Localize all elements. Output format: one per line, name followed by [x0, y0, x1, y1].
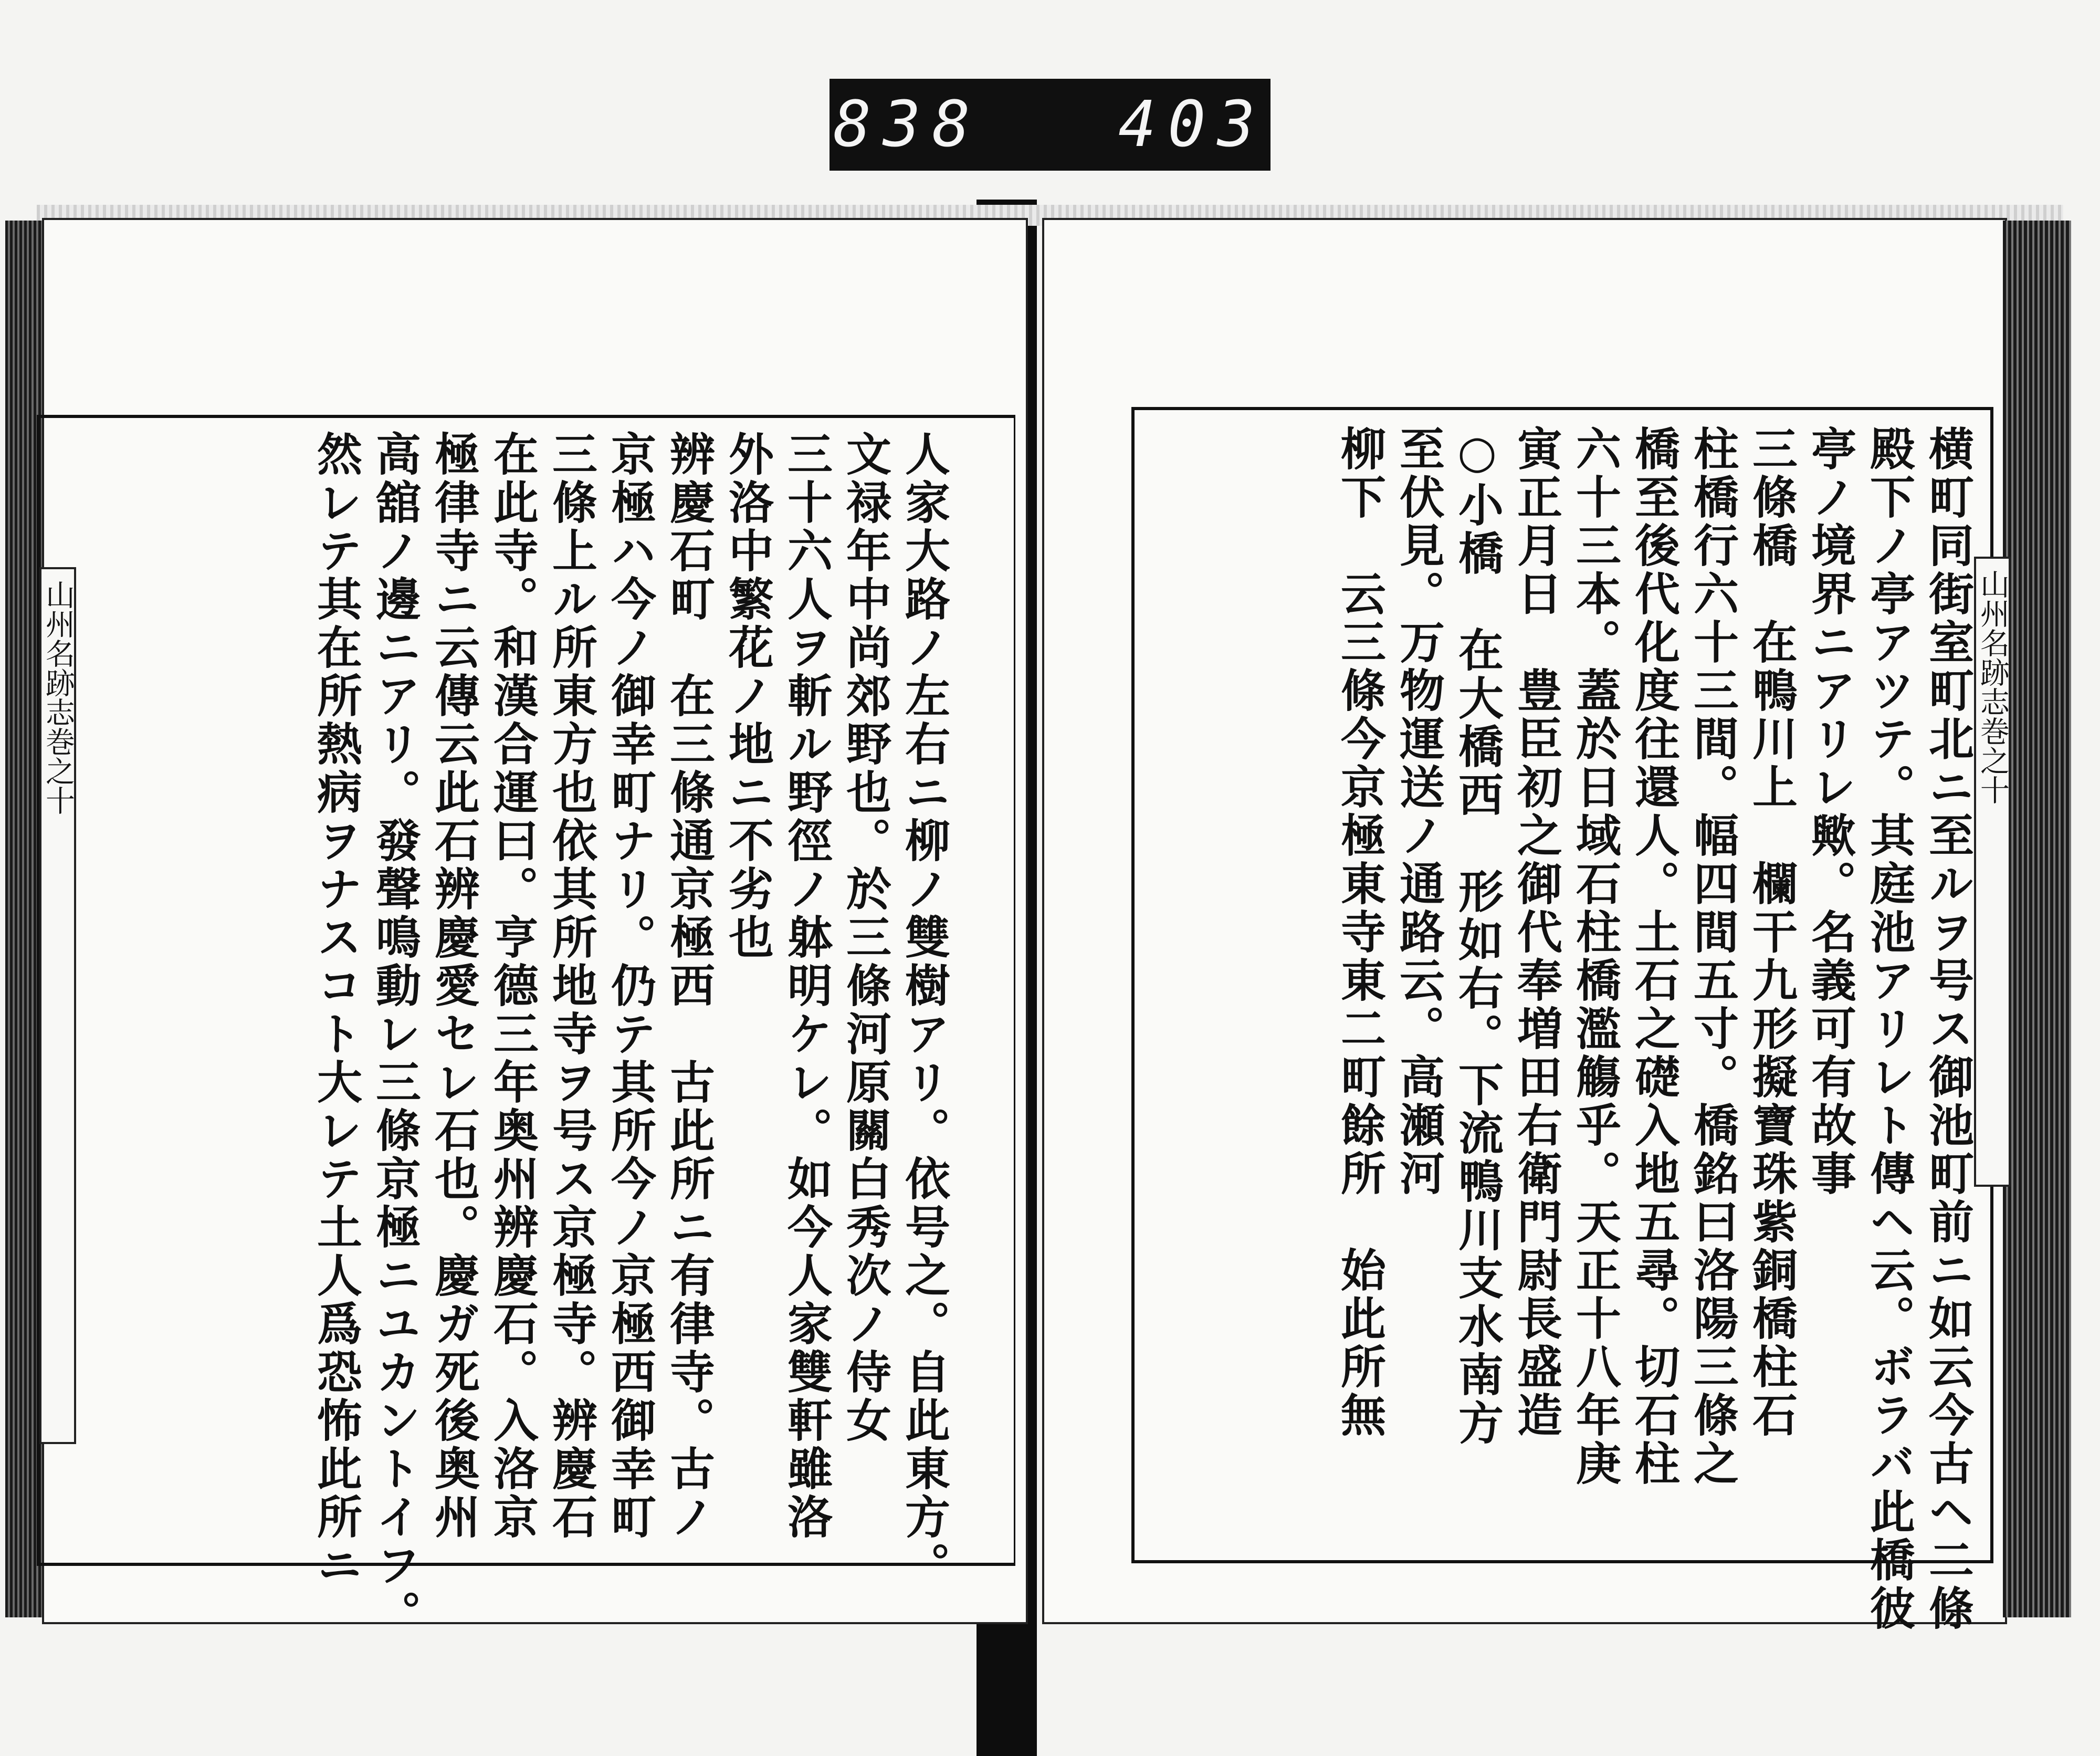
text-line: 極律寺ニ云傳云此石辨慶愛セレ石也。慶ガ死後奥州	[427, 431, 480, 1542]
catalog-number-right: 403	[1118, 88, 1267, 161]
text-line: 京極ハ今ノ御幸町ナリ。仍テ其所今ノ京極西御幸町	[603, 431, 656, 1542]
text-line: 柱橋行六十三間。幅四間五寸。橋銘曰洛陽三條之	[1686, 425, 1739, 1488]
left-page-text	[92, 431, 953, 1638]
catalog-number-label	[830, 79, 1270, 171]
text-line: 横町同街室町北ニ至ルヲ号ス御池町前ニ如云今古ヘ二條	[1921, 425, 1974, 1633]
text-line: 至伏見。万物運送ノ通路云。高瀬河	[1392, 425, 1445, 1198]
text-line: 高舘ノ邊ニアリ。發聲鳴動レ三條京極ニユカントイフ。	[368, 431, 421, 1638]
section-heading: ○小橋 在大橋西 形如右。下流鴨川支水南方	[1451, 425, 1504, 1448]
text-line: 殿下ノ亭アツテ。其庭池アリレト傳ヘ云。ボラバ此橋彼	[1862, 425, 1915, 1633]
text-line: 然レテ其在所熱病ヲナスコト大レテ土人爲恐怖此所ニ	[309, 431, 362, 1590]
right-side-tab	[1974, 557, 2011, 1187]
text-line: 橋至後代化度往還人。土石之礎入地五尋。切石柱	[1627, 425, 1680, 1488]
text-line: 亭ノ境界ニアリレ歟。名義可有故事	[1803, 425, 1856, 1198]
section-heading: 三條橋 在鴨川上 欄干九形擬寶珠紫銅橋柱石	[1745, 425, 1798, 1440]
text-line: 外洛中繁花ノ地ニ不劣也	[721, 431, 774, 962]
left-side-tab	[39, 567, 76, 1444]
right-side-tab-title: 山州名跡志巻之十	[1976, 569, 2010, 804]
text-line: 人家大路ノ左右ニ柳ノ雙樹アリ。依号之。自此東方。	[897, 431, 950, 1590]
catalog-number-left: 838	[833, 88, 982, 161]
text-line: 三條上ル所東方也依其所地寺ヲ号ス京極寺。辨慶石	[544, 431, 597, 1542]
text-line: 六十三本。蓋於日域石柱橋濫觴乎。天正十八年庚	[1568, 425, 1621, 1488]
right-fore-edge	[2003, 221, 2071, 1617]
text-line: 寅正月日 豊臣初之御代奉増田右衛門尉長盛造	[1509, 425, 1562, 1440]
text-line: 三十六人ヲ斬ル野徑ノ躰明ケレ。如今人家雙軒雖洛	[780, 431, 833, 1542]
left-side-tab-title: 山州名跡志巻之十	[41, 580, 75, 815]
section-heading: 柳下 云三條今京極東寺東二町餘所 始此所無	[1333, 425, 1386, 1440]
text-line: 在此寺。和漢合運曰。亨德三年奥州辨慶石。入洛京	[486, 431, 539, 1542]
section-heading: 辨慶石町 在三條通京極西 古此所ニ有律寺。古ノ	[662, 431, 715, 1542]
text-line: 文禄年中尚郊野也。於三條河原關白秀次ノ侍女	[838, 431, 891, 1445]
right-page-text	[1147, 425, 1977, 1633]
